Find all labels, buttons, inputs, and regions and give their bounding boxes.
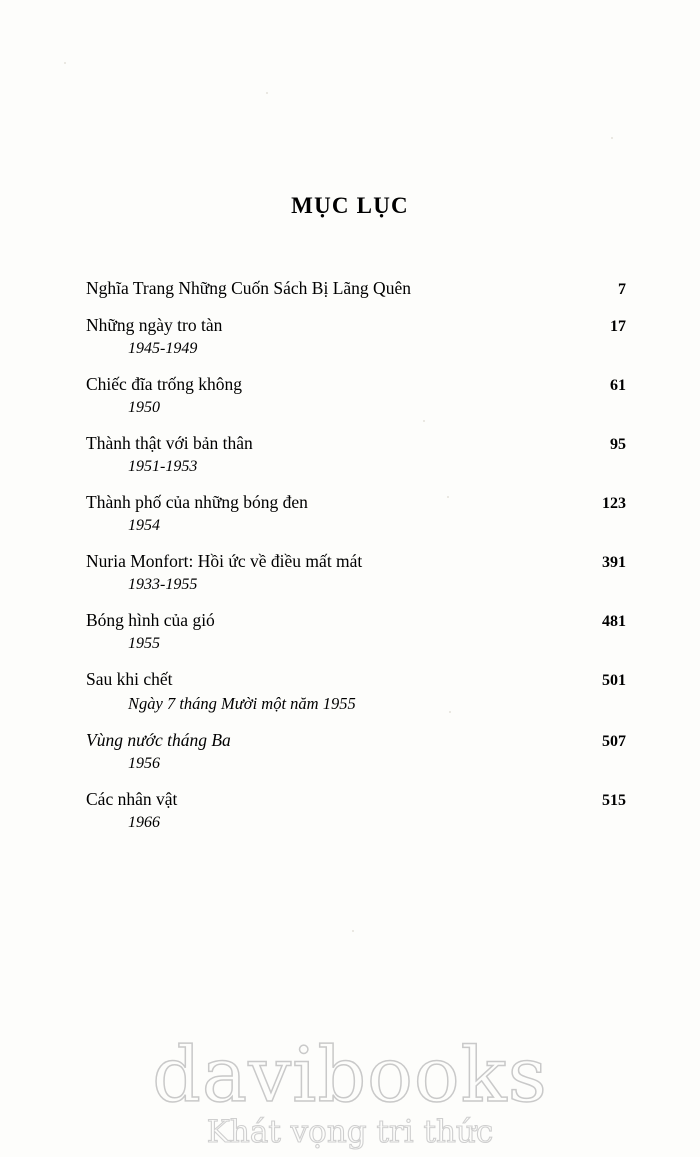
entry-title: Thành phố của những bóng đen	[86, 492, 308, 512]
watermark-logo-text: davibooks	[152, 1029, 548, 1119]
entry-page-number: 501	[602, 672, 626, 689]
entry-page-number: 17	[610, 318, 626, 335]
entry-subtitle: 1955	[128, 635, 160, 652]
entry-page-number: 481	[602, 613, 626, 630]
watermark-tagline: Khát vọng tri thức	[206, 1113, 494, 1150]
entry-page-number: 507	[602, 733, 626, 750]
list-item[interactable]	[86, 433, 626, 476]
entry-page-number: 95	[610, 436, 626, 453]
entry-subtitle: 1966	[128, 814, 160, 831]
list-item[interactable]	[86, 669, 626, 714]
page-title: MỤC LỤC	[291, 193, 409, 218]
entry-subtitle: 1951-1953	[128, 458, 198, 475]
entry-title: Bóng hình của gió	[86, 610, 215, 630]
entry-subtitle: 1956	[128, 755, 160, 772]
entry-page-number: 61	[610, 377, 626, 394]
entry-subtitle: 1954	[128, 517, 160, 534]
watermark	[0, 1029, 700, 1150]
list-item[interactable]	[86, 315, 626, 358]
entry-title: Nghĩa Trang Những Cuốn Sách Bị Lãng Quên	[86, 278, 411, 298]
entry-title: Nuria Monfort: Hồi ức về điều mất mát	[86, 551, 363, 571]
entry-title: Những ngày tro tàn	[86, 315, 223, 335]
list-item[interactable]	[86, 492, 626, 535]
entry-page-number: 515	[602, 792, 626, 809]
entry-page-number: 7	[618, 281, 626, 298]
entry-title: Sau khi chết	[86, 669, 173, 689]
entry-title: Các nhân vật	[86, 789, 178, 809]
entry-subtitle: 1945-1949	[128, 340, 198, 357]
entry-subtitle: 1950	[128, 399, 160, 416]
list-item[interactable]	[86, 374, 626, 417]
list-item[interactable]	[86, 278, 626, 299]
list-item[interactable]	[86, 789, 626, 832]
list-item[interactable]	[86, 730, 626, 773]
entry-page-number: 123	[602, 495, 626, 512]
entry-subtitle: Ngày 7 tháng Mười một năm 1955	[128, 694, 356, 713]
entry-title: Thành thật với bản thân	[86, 433, 253, 453]
list-item[interactable]	[86, 551, 626, 594]
entry-page-number: 391	[602, 554, 626, 571]
entry-title: Chiếc đĩa trống không	[86, 374, 243, 394]
entry-subtitle: 1933-1955	[128, 576, 198, 593]
list-item[interactable]	[86, 610, 626, 653]
table-of-contents	[86, 278, 626, 848]
entry-title: Vùng nước tháng Ba	[86, 730, 231, 750]
